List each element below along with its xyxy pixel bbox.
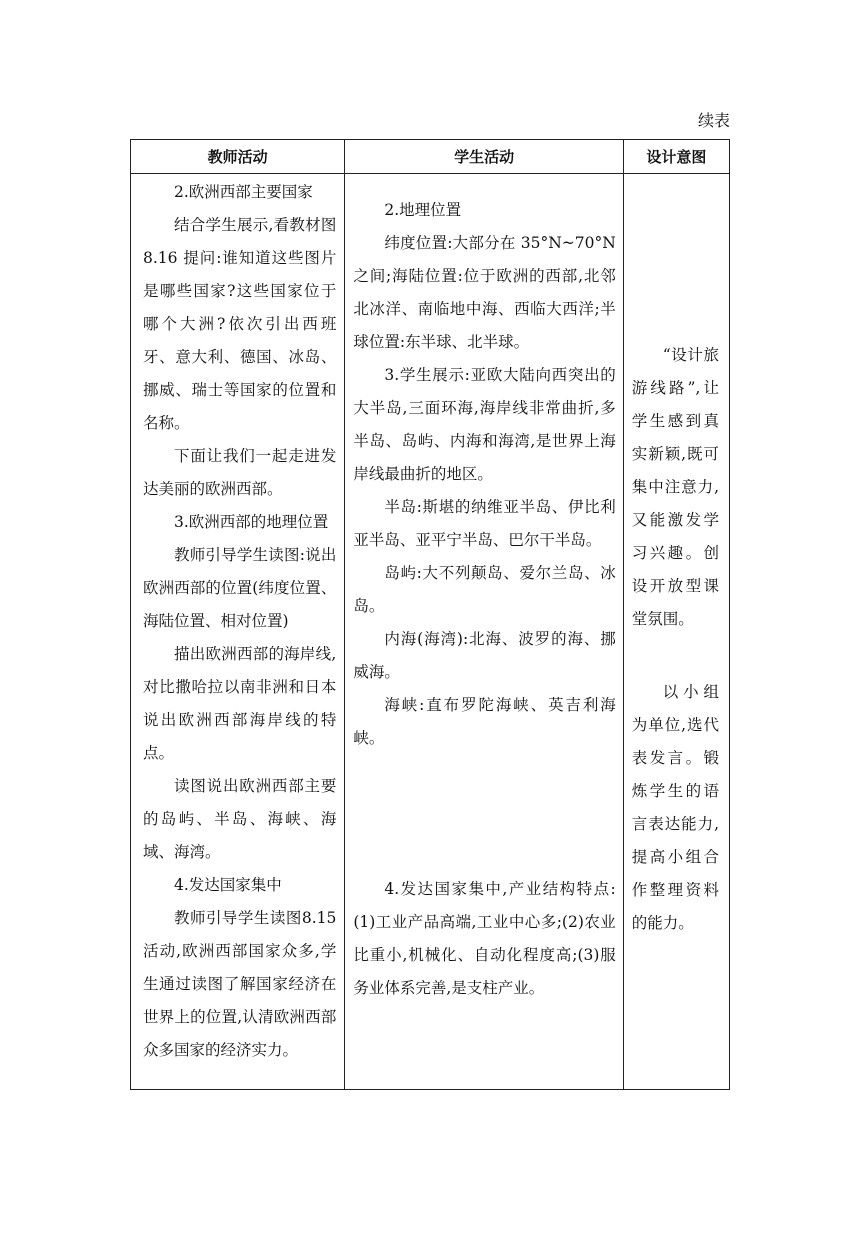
- student-paragraph: 海峡:直布罗陀海峡、英吉利海峡。: [353, 696, 616, 747]
- continued-label: 续表: [697, 111, 730, 130]
- intent-paragraph: 以小组为单位,选代表发言。锻炼学生的语言表达能力,提高小组合作整理资料的能力。: [631, 683, 719, 932]
- header-teacher-activity: 教师活动: [131, 140, 345, 174]
- student-paragraph: 内海(海湾):北海、波罗的海、挪威海。: [353, 630, 616, 681]
- teacher-paragraph: 下面让我们一起走进发达美丽的欧洲西部。: [143, 447, 337, 498]
- teacher-paragraph: 3.欧洲西部的地理位置: [174, 513, 329, 531]
- teacher-paragraph: 教师引导学生读图8.15 活动,欧洲西部国家众多,学生通过读图了解国家经济在世界上的位置,认清欧洲西部众多国家的经济实力。: [143, 909, 337, 1059]
- design-intent-cell: [623, 174, 729, 1090]
- header-student-activity: 学生活动: [345, 140, 623, 174]
- student-activity-cell: [345, 174, 623, 1090]
- teacher-paragraph: 描出欧洲西部的海岸线,对比撒哈拉以南非洲和日本说出欧洲西部海岸线的特点。: [143, 645, 337, 762]
- teacher-paragraph: 读图说出欧洲西部主要的岛屿、半岛、海峡、海域、海湾。: [143, 777, 337, 861]
- student-paragraph: 半岛:斯堪的纳维亚半岛、伊比利亚半岛、亚平宁半岛、巴尔干半岛。: [353, 498, 616, 549]
- student-paragraph: 3.学生展示:亚欧大陆向西突出的大半岛,三面环海,海岸线非常曲折,多半岛、岛屿、内海和海湾,是世界上海岸线最曲折的地区。: [353, 366, 616, 483]
- student-paragraph: 岛屿:大不列颠岛、爱尔兰岛、冰岛。: [353, 564, 616, 615]
- student-paragraph: 纬度位置:大部分在 35°N~70°N 之间;海陆位置:位于欧洲的西部,北邻北冰洋、南临地中海、西临大西洋;半球位置:东半球、北半球。: [353, 234, 616, 351]
- student-paragraph: 2.地理位置: [384, 201, 462, 219]
- intent-paragraph: “设计旅游线路”,让学生感到真实新颖,既可集中注意力,又能激发学习兴趣。创设开放型课堂氛围。: [631, 346, 719, 628]
- table-header-row: [131, 140, 730, 174]
- teacher-paragraph: 结合学生展示,看教材图 8.16 提问:谁知道这些图片是哪些国家?这些国家位于哪个大洲?依次引出西班牙、意大利、德国、冰岛、挪威、瑞士等国家的位置和名称。: [143, 216, 337, 432]
- header-design-intent: 设计意图: [623, 140, 729, 174]
- teacher-paragraph: 4.发达国家集中: [174, 876, 282, 894]
- lesson-plan-table: [130, 139, 730, 1090]
- student-paragraph: 4.发达国家集中,产业结构特点:(1)工业产品高端,工业中心多;(2)农业比重小,机械化、自动化程度高;(3)服务业体系完善,是支柱产业。: [353, 880, 616, 997]
- table-row: [131, 174, 730, 1090]
- teacher-paragraph: 教师引导学生读图:说出欧洲西部的位置(纬度位置、海陆位置、相对位置): [143, 546, 337, 630]
- teacher-activity-cell: [131, 174, 345, 1090]
- teacher-paragraph: 2.欧洲西部主要国家: [174, 183, 313, 201]
